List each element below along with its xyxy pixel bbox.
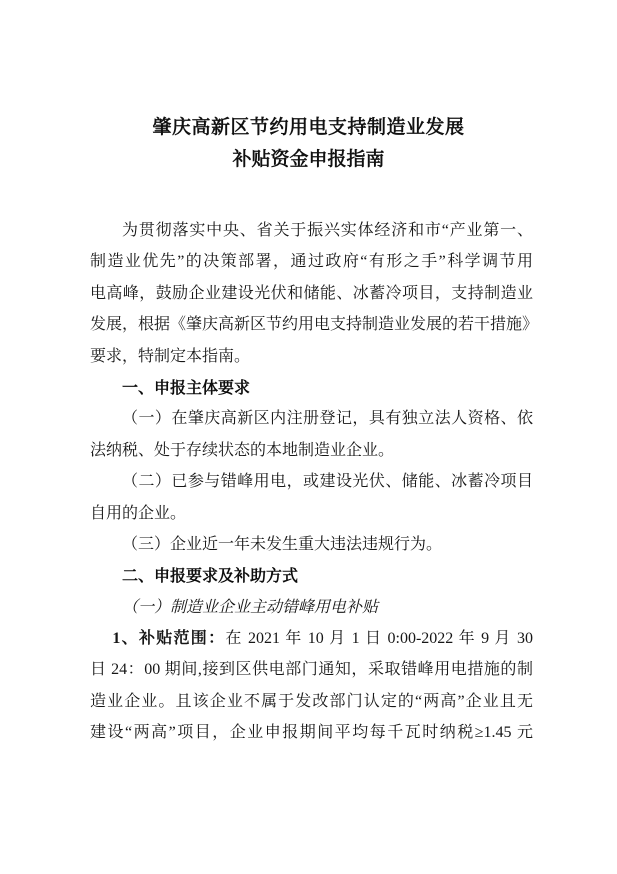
document-body [90, 215, 539, 749]
document-title [0, 0, 617, 175]
intro-line: 制造业优先”的决策部署，通过政府“有形之手”科学调节用 [90, 253, 533, 271]
subsection-heading: （一）制造业企业主动错峰用电补贴 [122, 598, 379, 616]
subsidy-scope-line: 日 24：00 期间,接到区供电部门通知，采取错峰用电措施的制 [90, 661, 533, 679]
subsidy-scope-line: 建设“两高”项目，企业申报期间平均每千瓦时纳税≥1.45 元 [90, 724, 533, 742]
item-1-line: 法纳税、处于存续状态的本地制造业企业。 [90, 441, 395, 459]
item-2-line: 自用的企业。 [90, 504, 187, 522]
item-3-line: （三）企业近一年未发生重大违法违规行为。 [122, 535, 443, 553]
title-line-2: 补贴资金申报指南 [232, 148, 385, 170]
subsidy-scope-line [90, 623, 533, 654]
intro-line: 发展，根据《肇庆高新区节约用电支持制造业发展的若干措施》 [90, 316, 539, 334]
item-1-line: （一）在肇庆高新区内注册登记，具有独立法人资格、依 [122, 410, 533, 428]
section-2-heading: 二、申报要求及补助方式 [122, 566, 299, 586]
title-line-1: 肇庆高新区节约用电支持制造业发展 [152, 116, 465, 138]
subsidy-scope-text: 在 2021 年 10 月 1 日 0:00-2022 年 9 月 30 [225, 630, 533, 648]
intro-line: 为贯彻落实中央、省关于振兴实体经济和市“产业第一、 [122, 222, 533, 239]
subsidy-scope-label: 1、补贴范围： [112, 630, 226, 648]
subsidy-scope-line: 造业企业。且该企业不属于发改部门认定的“两高”企业且无 [90, 692, 533, 710]
section-1-heading: 一、申报主体要求 [122, 377, 251, 397]
intro-line: 要求，特制定本指南。 [90, 347, 251, 365]
item-2-line: （二）已参与错峰用电，或建设光伏、储能、冰蓄冷项目 [122, 473, 533, 491]
intro-line: 电高峰，鼓励企业建设光伏和储能、冰蓄冷项目，支持制造业 [90, 284, 533, 302]
